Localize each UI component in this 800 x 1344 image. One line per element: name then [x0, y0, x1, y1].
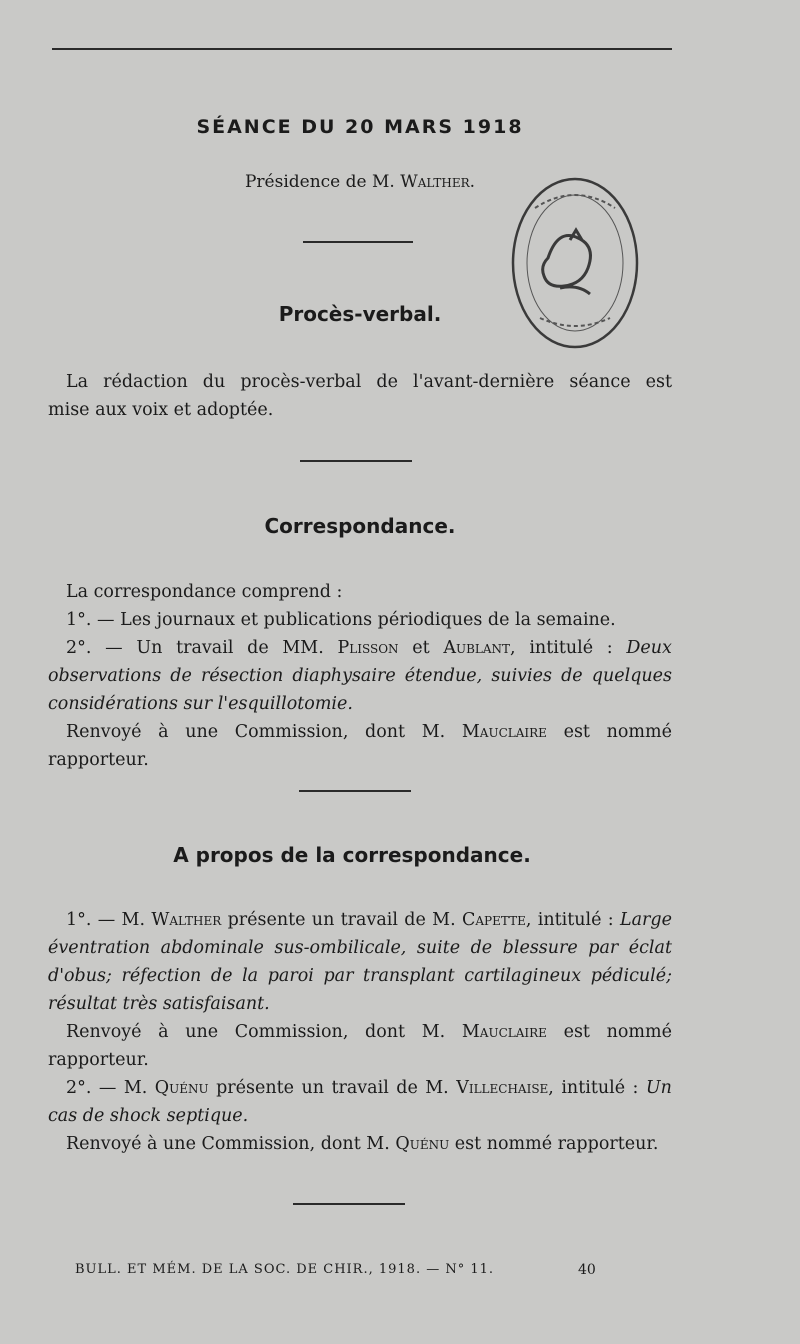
separator-1 [303, 241, 413, 243]
separator-2 [300, 460, 412, 462]
proces-verbal-heading: Procès-verbal. [278, 302, 442, 326]
ap-item2-title: Un cas de shock septique. [48, 1078, 672, 1126]
ap-renvoi2-suffix: est nommé rapporteur. [454, 1134, 659, 1154]
ap-item1-title: Large éventration abdominale sus-ombilicale, suite de blessure par éclat d'obus; réfection de la paroi par transplant cartilagineux pédiculé; résultat très satisfaisant. [48, 910, 672, 1014]
correspondance-intro: La correspondance comprend : [66, 582, 343, 602]
ap-item1-prefix: 1°. — M. [66, 910, 146, 930]
proces-verbal-text [48, 368, 672, 424]
proces-verbal-line2: mise aux voix et adoptée. [48, 400, 274, 420]
correspondance-renvoi [48, 718, 672, 774]
ap-item1-author2: Capette, [461, 910, 532, 930]
a-propos-heading: A propos de la correspondance. [173, 843, 531, 867]
a-propos-item-1 [48, 906, 672, 1018]
proces-verbal-line1: La rédaction du procès-verbal de l'avant-dernière séance est [66, 372, 672, 392]
item2-author2: Aublant, [443, 638, 516, 658]
library-stamp-icon [500, 168, 650, 358]
ap-renvoi2-prefix: Renvoyé à une Commission, dont M. [66, 1134, 390, 1154]
ap-item2-mid: présente un travail de M. [216, 1078, 449, 1098]
a-propos-body [48, 906, 672, 1158]
item2-author1: Plisson [337, 638, 399, 658]
a-propos-item-2 [48, 1074, 672, 1130]
presidence-name: Walther. [400, 172, 476, 192]
correspondance-body [48, 578, 672, 774]
renvoi-suffix: est nommé rapporteur. [48, 722, 672, 770]
separator-4 [293, 1203, 405, 1205]
correspondance-heading: Correspondance. [264, 514, 456, 538]
a-propos-renvoi-1 [48, 1018, 672, 1074]
ap-item2-prefix: 2°. — M. [66, 1078, 148, 1098]
correspondance-item-1: 1°. — Les journaux et publications périodiques de la semaine. [66, 610, 616, 630]
presidence-prefix: Présidence de M. [244, 172, 395, 192]
page-number: 40 [578, 1262, 596, 1278]
ap-item2-author2: Villechaise, [456, 1078, 554, 1098]
renvoi-name: Mauclaire [461, 722, 547, 742]
ap-item2-author: Quénu [154, 1078, 209, 1098]
item2-intitule: intitulé : [529, 638, 613, 658]
ap-renvoi1-suffix: est nommé rapporteur. [48, 1022, 672, 1070]
separator-3 [299, 790, 411, 792]
item2-title: Deux observations de résection diaphysaire étendue, suivies de quelques considérations sur l'esquillotomie. [48, 638, 672, 714]
ap-item1-intitule: intitulé : [537, 910, 614, 930]
a-propos-renvoi-2 [48, 1130, 672, 1158]
ap-renvoi1-prefix: Renvoyé à une Commission, dont M. [66, 1022, 446, 1042]
ap-renvoi1-name: Mauclaire [461, 1022, 547, 1042]
renvoi-prefix: Renvoyé à une Commission, dont M. [66, 722, 446, 742]
footer-citation: BULL. ET MÉM. DE LA SOC. DE CHIR., 1918. — N° 11. [75, 1262, 495, 1277]
ap-item1-mid: présente un travail de M. [227, 910, 456, 930]
item2-and: et [412, 638, 430, 658]
ap-renvoi2-name: Quénu [395, 1134, 450, 1154]
top-rule [52, 48, 672, 50]
item2-prefix: 2°. — Un travail de MM. [66, 638, 324, 658]
ap-item2-intitule: intitulé : [561, 1078, 639, 1098]
session-title: SÉANCE DU 20 MARS 1918 [196, 116, 524, 138]
ap-item1-author: Walther [151, 910, 222, 930]
correspondance-item-2 [48, 634, 672, 718]
